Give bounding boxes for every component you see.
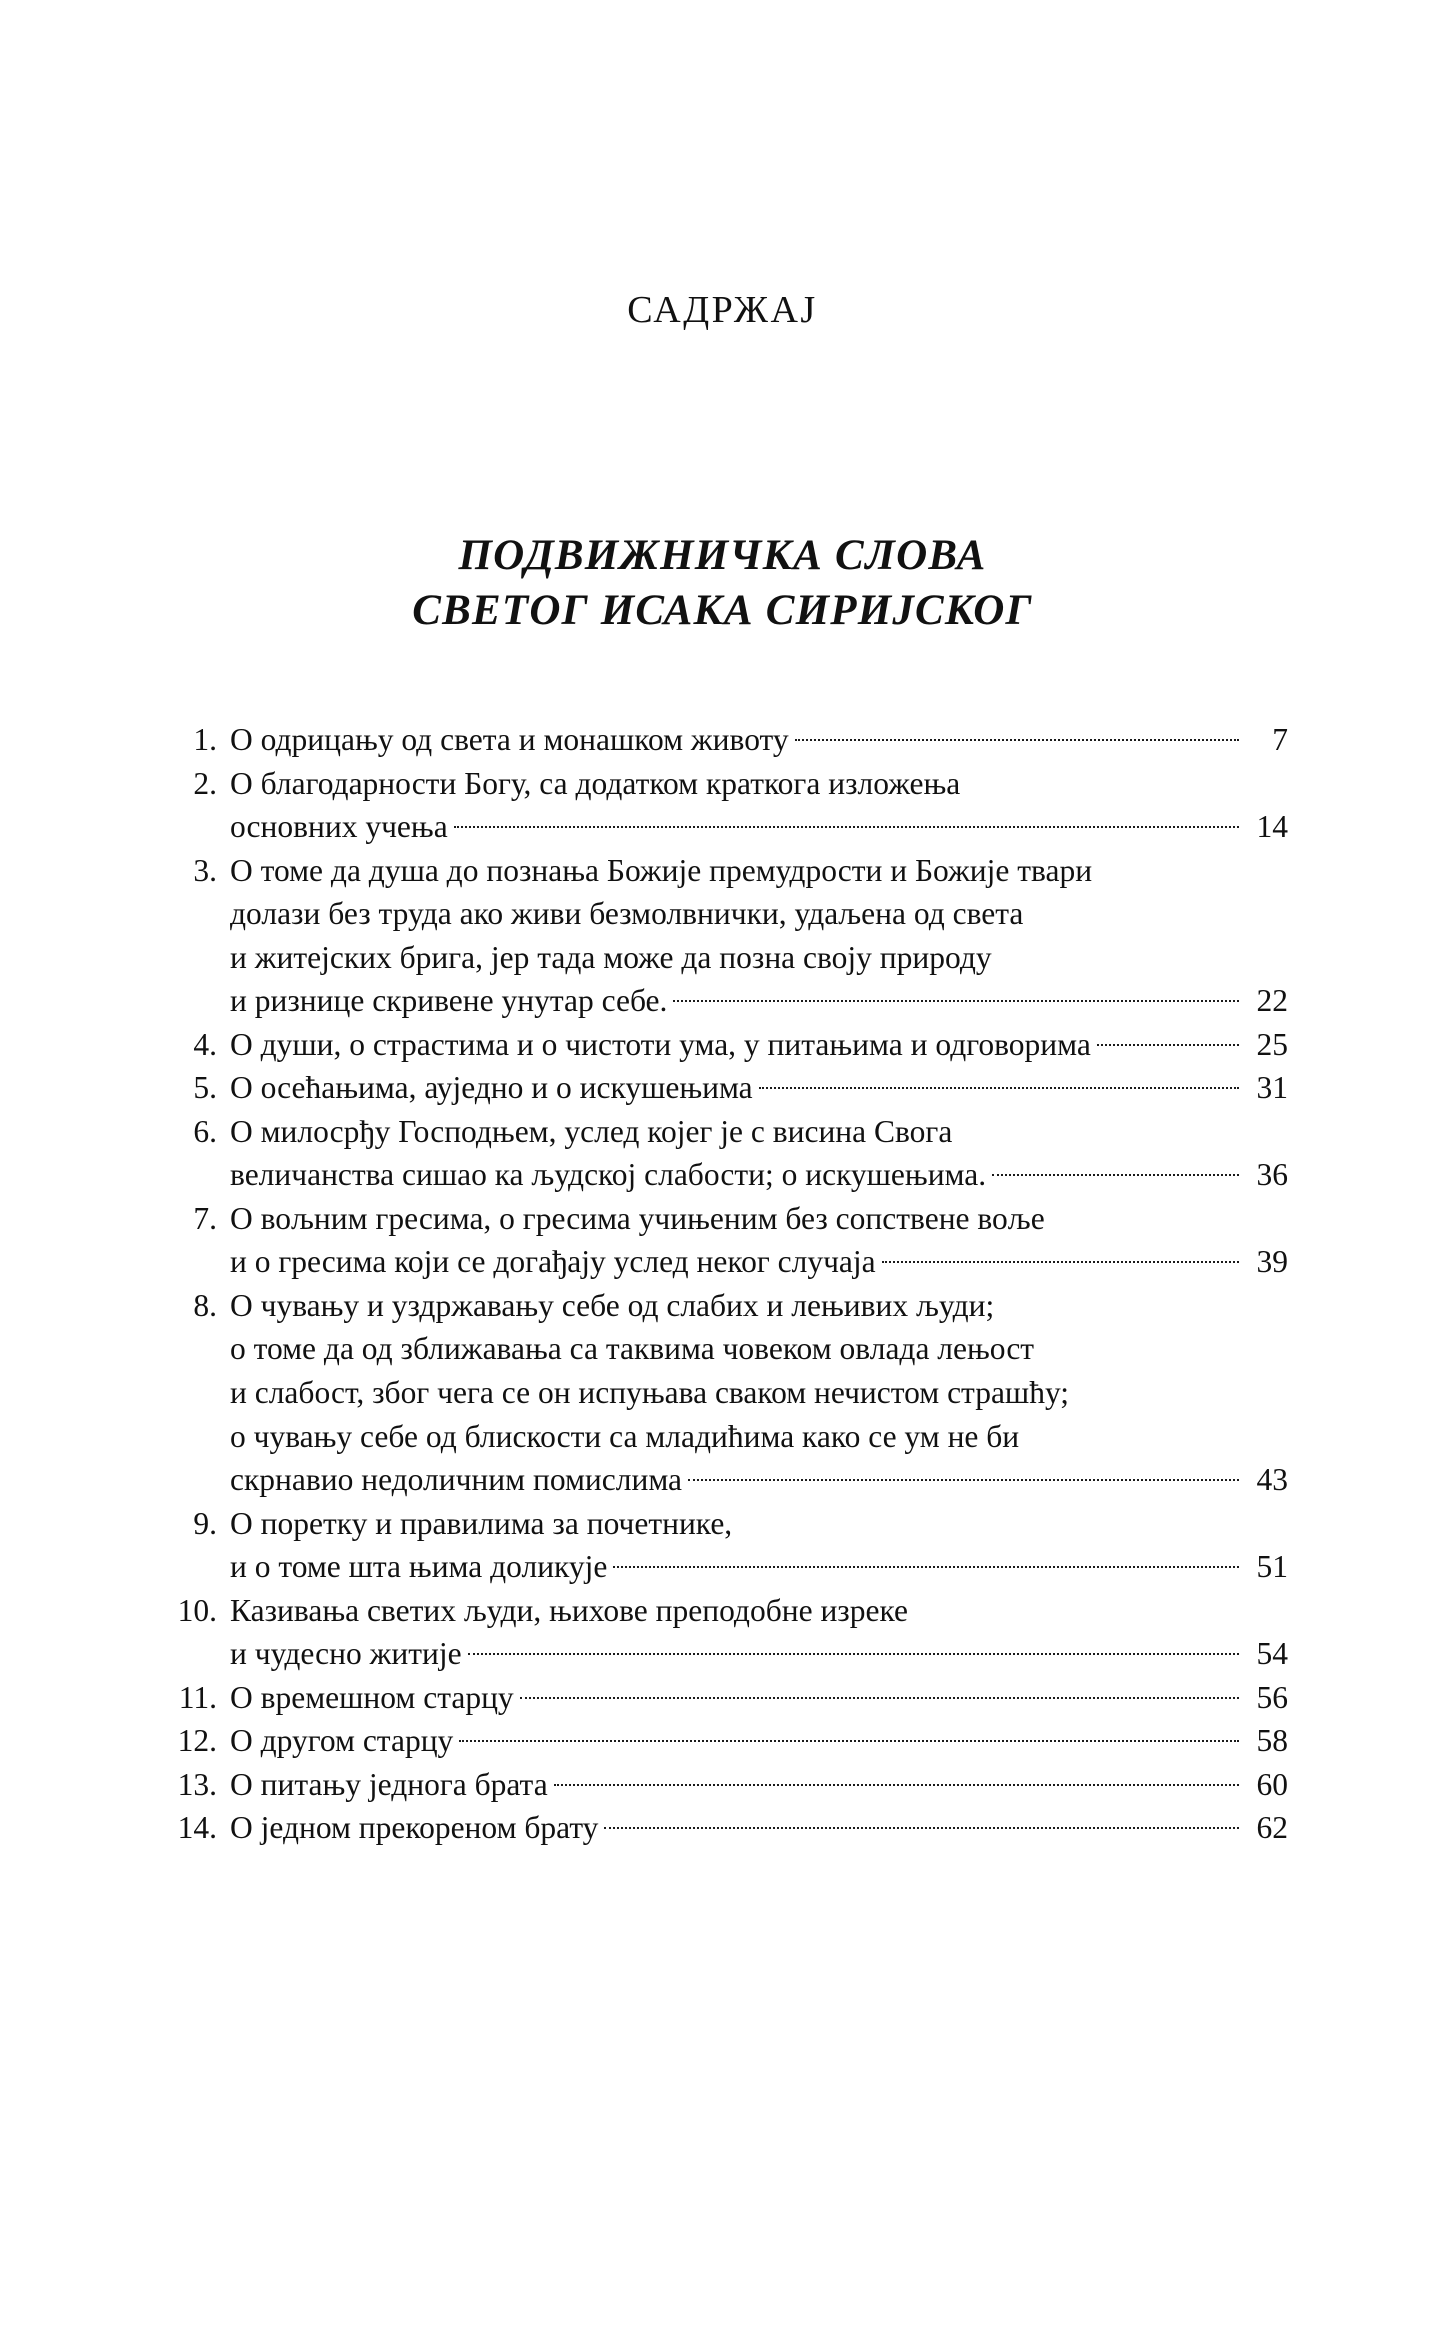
toc-entry-line [230,892,1288,936]
toc-entry[interactable] [168,1502,1288,1589]
toc-entry[interactable] [168,1719,1288,1763]
toc-entry[interactable] [168,1110,1288,1197]
toc-entry-line [230,849,1288,893]
toc-entry-body [230,1023,1288,1067]
toc-entry-text: и о томе шта њима доликује [230,1549,608,1585]
toc-entry-line [230,1632,1288,1676]
toc-entry-page-number: 39 [1256,1244,1288,1280]
toc-entry-text: долази без труда ако живи безмолвнички, удаљена од света [230,896,1024,932]
toc-entry-number: 7. [193,1200,217,1236]
toc-entry[interactable] [168,718,1288,762]
toc-entry-text: о чувању себе од блискости са младићима како се ум не би [230,1418,1020,1454]
toc-entry[interactable] [168,1197,1288,1284]
toc-entry-text: О осећањима, ауједно и о искушењима [230,1070,753,1106]
toc-entry-line [230,1153,1288,1197]
toc-entry-line [230,1415,1288,1459]
toc-entry[interactable] [168,1023,1288,1067]
toc-entry-body [230,849,1288,1023]
toc-entry[interactable] [168,762,1288,849]
toc-entry-number: 9. [193,1505,217,1541]
toc-entry-line [230,1502,1288,1546]
toc-entry-page-number: 22 [1256,983,1288,1019]
toc-entry-page-number: 62 [1256,1810,1288,1846]
toc-entry-text: О благодарности Богу, са додатком краткога изложења [230,765,961,801]
toc-leader-dots [673,1000,1239,1002]
toc-entry-text: О питању једнога брата [230,1766,548,1802]
toc-entry-line [230,1197,1288,1241]
toc-entry-text: О милосрђу Господњем, услед којег је с висина Свога [230,1113,953,1149]
toc-entry-text: скрнавио недоличним помислима [230,1462,683,1498]
toc-entry-text: О души, о страстима и о чистоти ума, у питањима и одговорима [230,1026,1091,1062]
toc-entry-text: Казивања светих људи, њихове преподобне изреке [230,1592,908,1628]
toc-entry-line [230,1676,1288,1720]
toc-entry-text: О другом старцу [230,1723,454,1759]
toc-entry-page-number: 25 [1256,1026,1288,1062]
toc-entry-text: о томе да од зближавања са таквима човеком овлада лењост [230,1331,1035,1367]
toc-entry-number: 13. [177,1766,217,1802]
toc-entry-page-number: 54 [1256,1636,1288,1672]
toc-entry-page-number: 14 [1256,809,1288,845]
toc-entry-page-number: 58 [1256,1723,1288,1759]
toc-entry-text: и ризнице скривене унутар себе. [230,983,668,1019]
page-title: САДРЖАЈ [627,289,818,331]
toc-entry-text: величанства сишао ка људској слабости; о искушењима. [230,1157,987,1193]
toc-entry-body [230,718,1288,762]
toc-entry-page-number: 36 [1256,1157,1288,1193]
toc-entry-line [230,1545,1288,1589]
toc-entry-body [230,1284,1288,1502]
toc-entry-line [230,1110,1288,1154]
toc-entry-text: и житејских брига, јер тада може да позна своју природу [230,939,992,975]
toc-entry-page-number: 43 [1256,1462,1288,1498]
toc-entry-text: О одрицању од света и монашком животу [230,722,789,757]
toc-entry-page-number: 31 [1256,1070,1288,1106]
toc-leader-dots [795,739,1239,741]
toc-entry[interactable] [168,1589,1288,1676]
table-of-contents [168,718,1288,1850]
toc-entry-number: 8. [193,1287,217,1323]
toc-entry-line [230,1023,1288,1067]
toc-entry-line [230,1284,1288,1328]
toc-entry-line [230,1806,1288,1850]
toc-entry[interactable] [168,1676,1288,1720]
toc-leader-dots [554,1784,1239,1786]
toc-entry-text: основних учења [230,809,448,845]
toc-entry[interactable] [168,849,1288,1023]
toc-entry-number: 12. [177,1723,217,1759]
toc-entry-line [230,718,1288,762]
toc-entry-body [230,1502,1288,1589]
section-heading-line-1: ПОДВИЖНИЧКА СЛОВА [458,532,987,579]
toc-entry-text: О једном прекореном брату [230,1810,599,1846]
toc-entry-number: 3. [193,852,217,888]
toc-leader-dots [613,1566,1239,1568]
toc-entry-text: и слабост, због чега се он испуњава сваком нечистом страшћу; [230,1374,1070,1410]
toc-leader-dots [604,1827,1239,1829]
toc-entry-page-number: 60 [1256,1766,1288,1802]
toc-entry-number: 5. [193,1070,217,1106]
toc-entry-text: О поретку и правилима за почетнике, [230,1505,733,1541]
toc-entry-page-number: 51 [1256,1549,1288,1585]
toc-entry-line [230,979,1288,1023]
toc-entry-body [230,1110,1288,1197]
toc-entry-number: 10. [177,1592,217,1628]
toc-entry-line [230,805,1288,849]
toc-entry[interactable] [168,1806,1288,1850]
toc-leader-dots [459,1740,1239,1742]
toc-entry-line [230,1066,1288,1110]
toc-leader-dots [882,1261,1239,1263]
toc-entry-number: 6. [193,1113,217,1149]
toc-leader-dots [759,1087,1239,1089]
toc-entry[interactable] [168,1066,1288,1110]
toc-leader-dots [688,1479,1239,1481]
toc-entry-number: 1. [193,722,217,757]
toc-entry-body [230,1719,1288,1763]
toc-entry-page-number: 7 [1272,722,1288,757]
toc-entry-number: 11. [178,1679,217,1715]
toc-entry-body [230,1676,1288,1720]
toc-entry[interactable] [168,1284,1288,1502]
toc-entry-body [230,1589,1288,1676]
toc-entry-body [230,762,1288,849]
toc-entry-text: О чувању и уздржавању себе од слабих и лењивих људи; [230,1287,995,1323]
toc-entry-text: и чудесно житије [230,1636,462,1672]
toc-entry-line [230,762,1288,806]
toc-entry-page-number: 56 [1256,1679,1288,1715]
toc-entry[interactable] [168,1763,1288,1807]
toc-entry-body [230,1806,1288,1850]
toc-leader-dots [454,826,1239,828]
section-heading [0,528,1445,638]
toc-leader-dots [468,1653,1239,1655]
toc-entry-text: и о гресима који се догађају услед неког случаја [230,1244,876,1280]
toc-leader-dots [520,1697,1239,1699]
toc-entry-body [230,1197,1288,1284]
toc-entry-line [230,1240,1288,1284]
toc-entry-line [230,936,1288,980]
toc-entry-text: О времешном старцу [230,1679,514,1715]
toc-entry-line [230,1327,1288,1371]
toc-entry-body [230,1763,1288,1807]
toc-entry-line [230,1589,1288,1633]
toc-entry-line [230,1371,1288,1415]
toc-entry-line [230,1458,1288,1502]
toc-entry-number: 2. [193,765,217,801]
section-heading-line-2: СВЕТОГ ИСАКА СИРИЈСКОГ [412,587,1033,635]
toc-entry-body [230,1066,1288,1110]
toc-entry-text: О вољним гресима, о гресима учињеним без сопствене воље [230,1200,1045,1236]
toc-entry-line [230,1763,1288,1807]
toc-entry-number: 14. [177,1810,217,1846]
toc-leader-dots [1097,1044,1239,1046]
toc-entry-number: 4. [193,1026,217,1062]
toc-entry-line [230,1719,1288,1763]
toc-entry-text: О томе да душа до познања Божије премудрости и Божије твари [230,852,1093,888]
toc-leader-dots [992,1174,1239,1176]
